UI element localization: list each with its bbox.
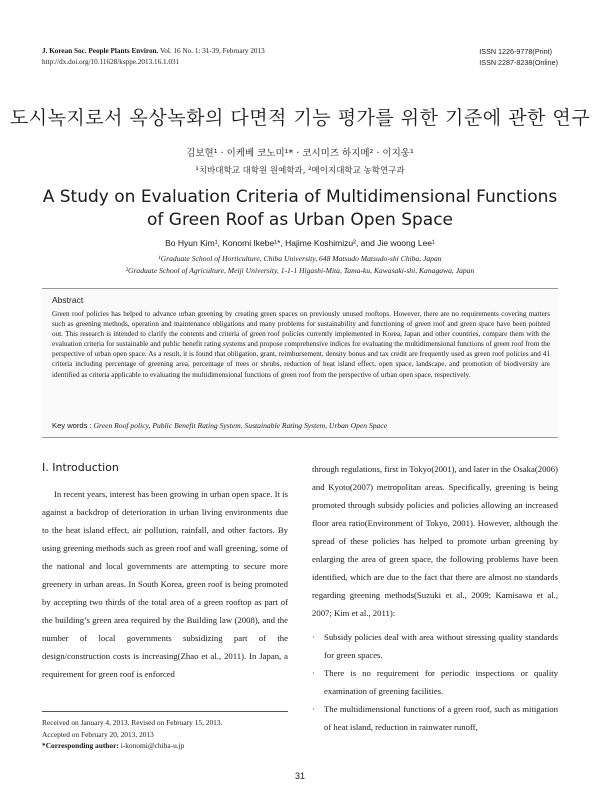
title-english-line-1: A Study on Evaluation Criteria of Multidimensional Functions — [42, 187, 558, 207]
title-english — [0, 186, 600, 232]
keywords-line — [52, 421, 387, 430]
doi-link[interactable]: http://dx.doi.org/10.11628/ksppe.2013.16.1.031 — [42, 58, 180, 66]
issn-print: ISSN 1226-9778(Print) — [479, 47, 552, 56]
affiliation-korean: ¹치바대학교 대학원 원예학과, ²메이지대학교 농학연구과 — [195, 166, 405, 176]
list-item — [312, 700, 558, 736]
bullet-mark: · — [312, 632, 315, 642]
footnote — [42, 717, 222, 752]
issn-block — [479, 46, 558, 68]
abstract-heading: Abstract — [52, 295, 84, 305]
affiliation-english — [0, 253, 600, 276]
received-date: Received on January 4, 2013. Revised on February 15, 2013. — [42, 718, 223, 727]
authors-english: Bo Hyun Kim¹, Konomi Ikebe¹*, Hajime Koshimizu², and Jie woong Lee¹ — [165, 238, 435, 248]
bullet-mark: · — [312, 668, 315, 678]
affiliation-english-1: ¹Graduate School of Horticulture, Chiba University, 648 Matsudo Matsudo-shi Chiba, Japan — [158, 254, 442, 263]
issn-online: ISSN 2287-8238(Online) — [479, 58, 558, 67]
title-english-line-2: of Green Roof as Urban Open Space — [146, 210, 454, 230]
list-item — [312, 664, 558, 700]
problem-list — [312, 628, 558, 736]
right-column — [312, 460, 558, 622]
journal-volume: Vol. 16 No. 1: 31-39, February 2013 — [160, 47, 265, 55]
title-korean: 도시녹지로서 옥상녹화의 다면적 기능 평가를 위한 기준에 관한 연구 — [9, 107, 591, 129]
journal-header — [42, 46, 265, 68]
list-item-text: There is no requirement for periodic inspections or quality examination of greening facilities. — [324, 668, 558, 696]
list-item-text: The multidimensional functions of a green roof, such as mitigation of heat island, reduction in rainwater runoff, — [324, 704, 558, 732]
footnote-divider — [42, 711, 288, 712]
keywords-list: Green Roof policy, Public Benefit Rating System, Sustainable Rating System, Urban Open Space — [93, 421, 388, 430]
journal-name: J. Korean Soc. People Plants Environ. — [42, 47, 159, 55]
list-item-text: Subsidy policies deal with area without stressing quality standards for green spaces. — [324, 632, 558, 660]
corresponding-author-label: *Corresponding author: — [42, 741, 119, 750]
intro-paragraph-1: In recent years, interest has been growing in urban open space. It is against a backdrop of deterioration in urban living environments due to the heat island effect, air pollution, rainfall, and other factors. By using greening methods such as green roof and wall greening, some of the national and local governments are attempting to secure more greenery in urban areas. In South Korea, green roof is being promoted by accepting two thirds of the total area of a green rooftop as part of the building’s green area required by the Building law (2008), and the number of local governments subsidizing part of the design/construction costs is increasing(Zhao et al., 2011). In Japan, a requirement for green roof is enforced — [42, 489, 288, 679]
abstract-text: Green roof policies has helped to advance urban greening by creating green spaces on previously unused rooftops. However, there are no requirements covering matters such as greening methods, operation and maintenance obligations and many problems for sustainability and functioning of green roof and green space have been pointed out. This research is intended to clarify the contents and criteria of green roof policies currently implemented in Korea, Japan and other countries, compare them with the evaluation criteria for sustainable and public benefit rating systems and propose comprehensive indices for evaluating the multidimensional functions of green roof from the perspective of urban open space. As a result, it is found that obligation, grant, reimbursement, density bonus and tax credit are frequently used as green roof policies and 41 criteria including percentage of greening area, percentage of trees or shrubs, reduction of heat island effect, open space, landscape, and promotion of biodiversity are identified as criteria applicable to evaluating the multidimensional functions of green roof from the perspective of urban open space, respectively. — [52, 310, 550, 379]
left-column — [42, 485, 288, 683]
intro-paragraph-2: through regulations, first in Tokyo(2001), and later in the Osaka(2006) and Kyoto(2007) metropolitan areas. Specifically, greening is being promoted through subsidy policies and policies allowing an increased floor area ratio(Environment of Tokyo, 2001). However, although the spread of these policies has helped to promote urban greening by enlarging the area of green space, the following problems have been identified, which are due to the fact that there are almost no standards regarding greening methods(Suzuki et al., 2009; Kamisawa et al., 2007; Kim et al., 2011): — [312, 464, 558, 618]
corresponding-author — [42, 740, 222, 752]
authors-korean: 김보현¹ · 이케베 코노미¹* · 코시미즈 하지메² · 이지웅¹ — [186, 148, 414, 159]
accepted-date: Accepted on February 20, 2013, 2013 — [42, 729, 154, 739]
page-number: 31 — [294, 771, 305, 781]
section-heading-introduction: Ⅰ. Introduction — [42, 461, 119, 474]
bullet-mark: · — [312, 704, 315, 714]
list-item — [312, 628, 558, 664]
affiliation-english-2: ²Graduate School of Agriculture, Meiji University, 1-1-1 Higashi-Mita, Tama-ku, Kawasaki-shi, Kanagawa, Japan — [125, 265, 475, 275]
abstract-box — [42, 288, 558, 438]
corresponding-author-email[interactable]: i-konomi@chiba-u.jp — [120, 741, 185, 750]
keywords-label: Key words : — [52, 421, 92, 430]
